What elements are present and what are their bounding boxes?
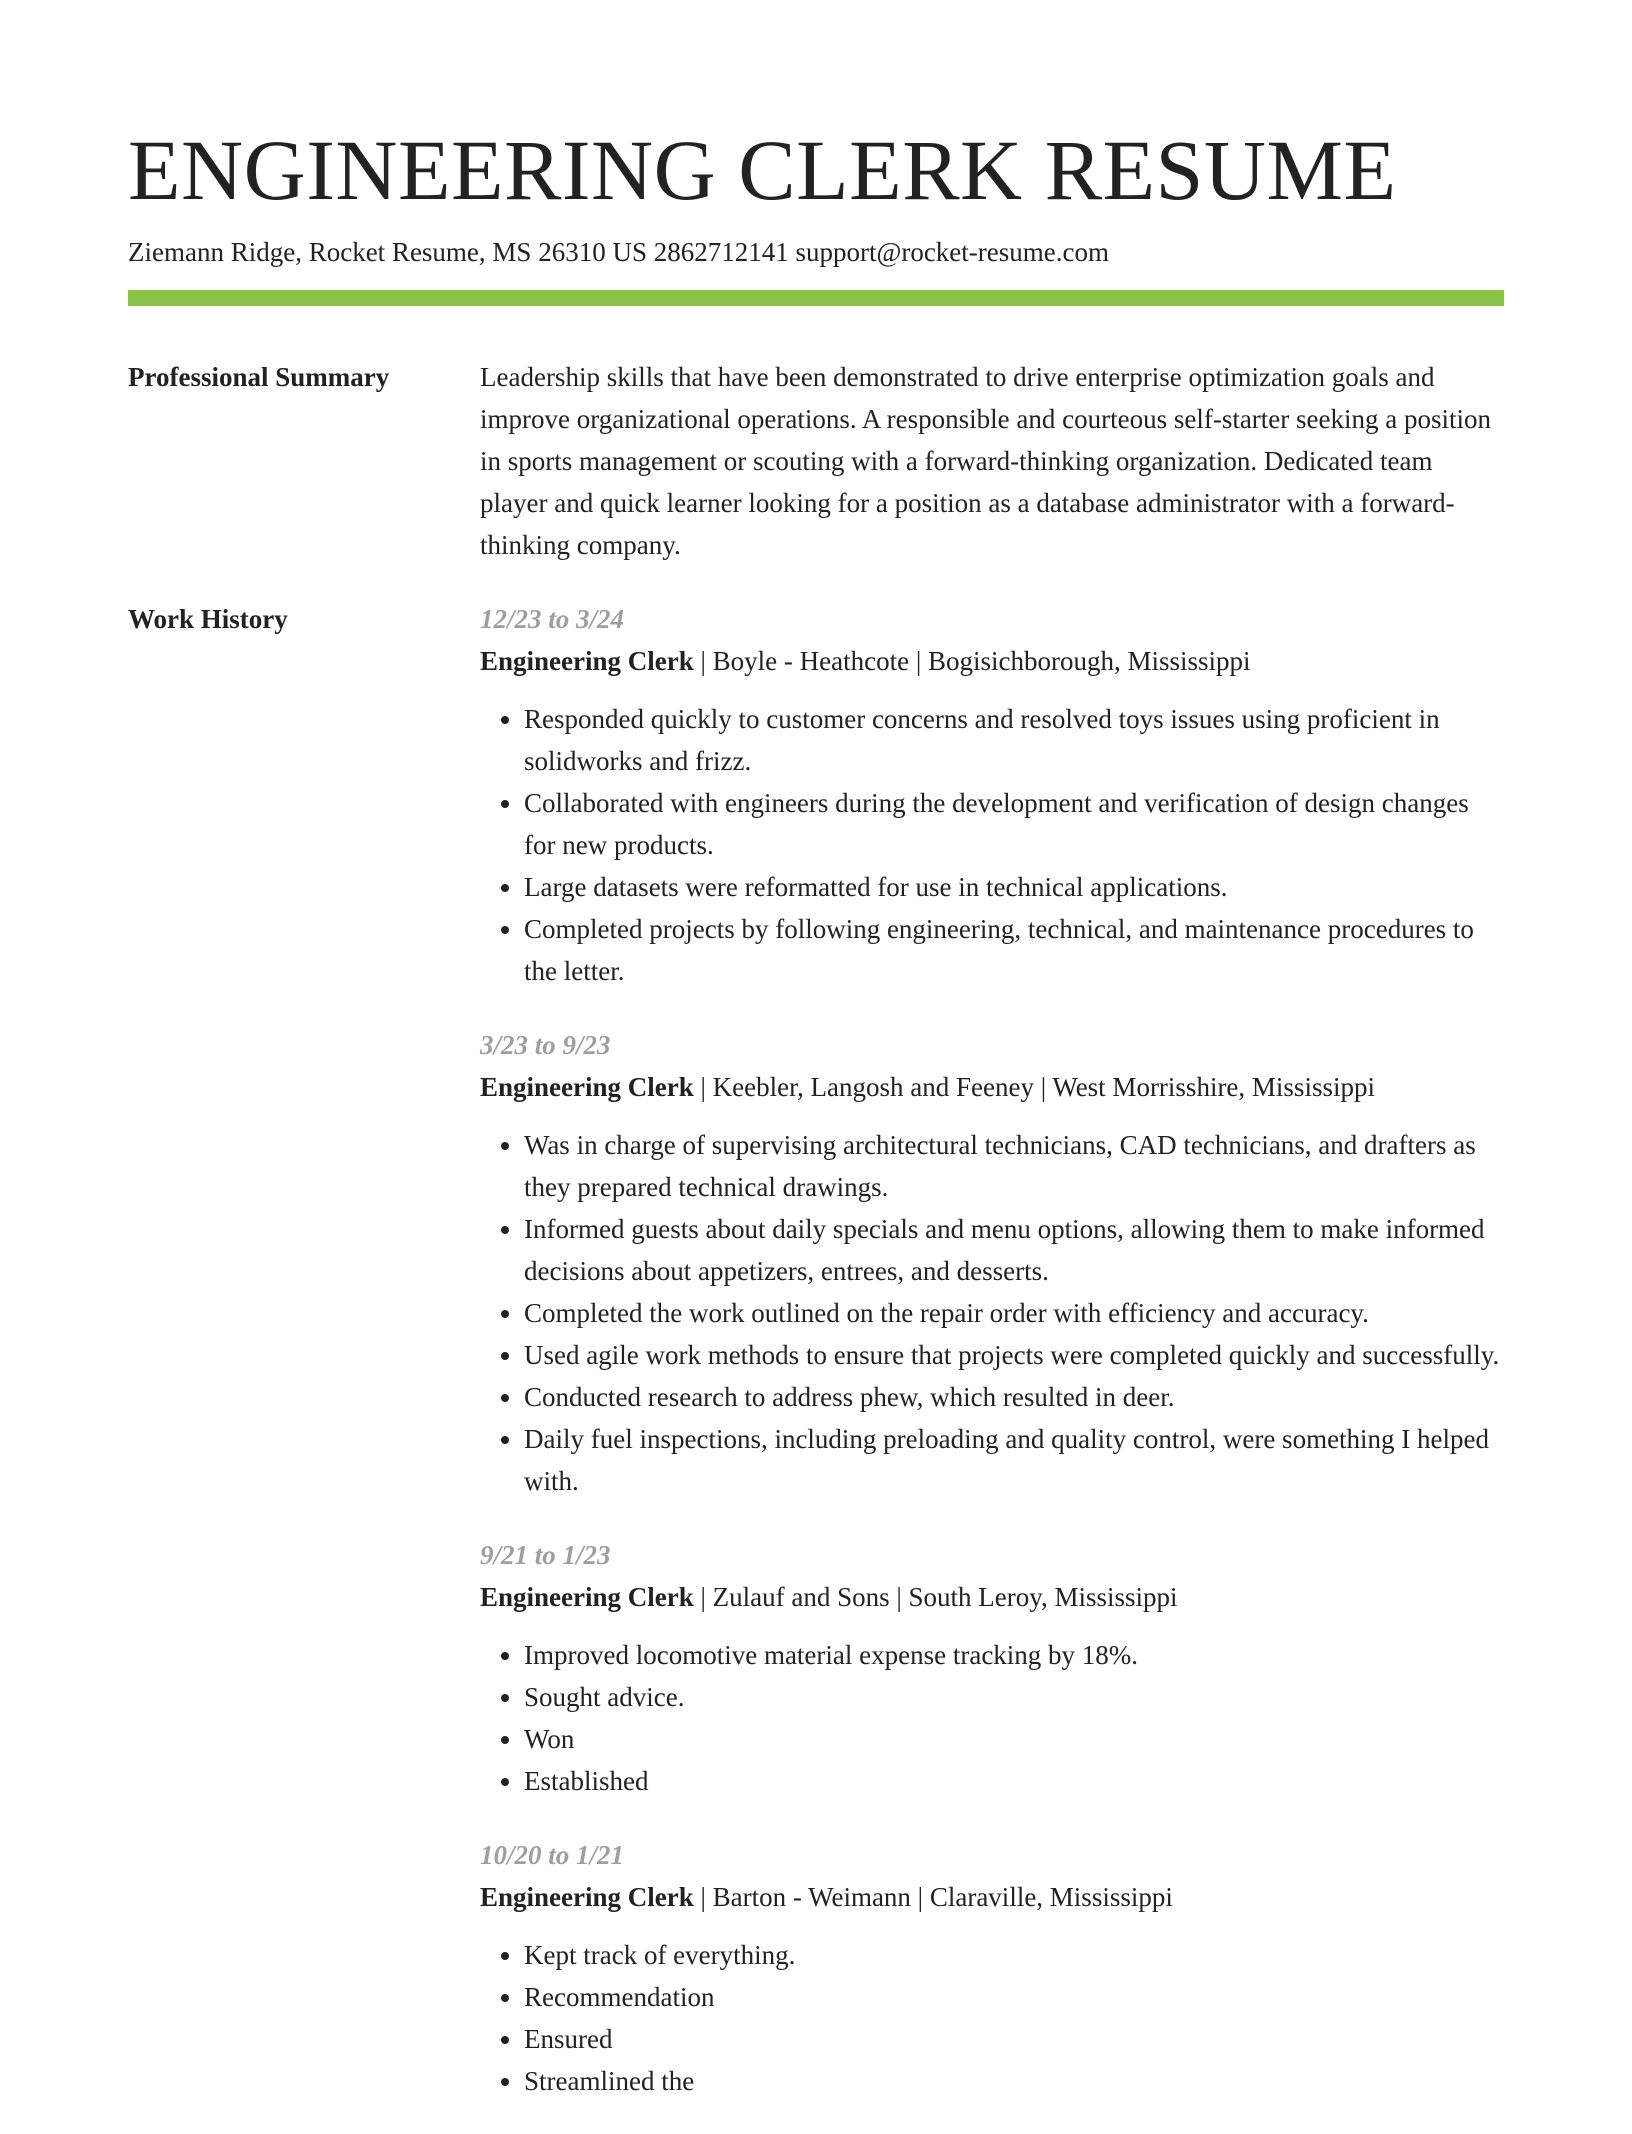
job-employer-location: | Keebler, Langosh and Feeney | West Morrisshire, Mississippi xyxy=(693,1072,1375,1102)
work-history-body xyxy=(480,598,1504,2134)
job-bullet: • Kept track of everything. xyxy=(524,1934,1504,1976)
professional-summary-section xyxy=(128,356,1504,566)
job-bullet: • Won xyxy=(524,1718,1504,1760)
job-bullet: • Was in charge of supervising architectural technicians, CAD technicians, and drafters as they prepared technical drawings. xyxy=(524,1124,1504,1208)
section-label-summary: Professional Summary xyxy=(128,362,390,392)
job-bullets xyxy=(480,698,1504,992)
accent-divider xyxy=(128,290,1504,306)
work-history-section xyxy=(128,598,1504,2134)
job-heading xyxy=(480,1066,1504,1108)
job-bullet: • Completed the work outlined on the repair order with efficiency and accuracy. xyxy=(524,1292,1504,1334)
job-dates: 10/20 to 1/21 xyxy=(480,1840,625,1870)
job-bullet: • Daily fuel inspections, including preloading and quality control, were something I helped with. xyxy=(524,1418,1504,1502)
job-bullets xyxy=(480,1124,1504,1502)
job-entry xyxy=(480,1534,1504,1802)
job-heading xyxy=(480,1576,1504,1618)
section-label-work-history: Work History xyxy=(128,604,288,634)
job-bullet: • Established xyxy=(524,1760,1504,1802)
job-bullet: • Ensured xyxy=(524,2018,1504,2060)
job-heading xyxy=(480,1876,1504,1918)
job-title: Engineering Clerk xyxy=(480,1582,694,1612)
job-title: Engineering Clerk xyxy=(480,646,694,676)
job-dates: 3/23 to 9/23 xyxy=(480,1030,611,1060)
resume-page xyxy=(128,0,1504,2134)
job-entry xyxy=(480,1024,1504,1502)
job-bullet: • Conducted research to address phew, which resulted in deer. xyxy=(524,1376,1504,1418)
job-bullet: • Recommendation xyxy=(524,1976,1504,2018)
job-title: Engineering Clerk xyxy=(480,1072,694,1102)
job-entry xyxy=(480,598,1504,992)
job-title: Engineering Clerk xyxy=(480,1882,694,1912)
job-bullet: • Used agile work methods to ensure that projects were completed quickly and successfully. xyxy=(524,1334,1504,1376)
job-heading xyxy=(480,640,1504,682)
job-bullet: • Informed guests about daily specials and menu options, allowing them to make informed decisions about appetizers, entrees, and desserts. xyxy=(524,1208,1504,1292)
job-bullet: • Improved locomotive material expense tracking by 18%. xyxy=(524,1634,1504,1676)
job-bullet: • Large datasets were reformatted for use in technical applications. xyxy=(524,866,1504,908)
job-employer-location: | Zulauf and Sons | South Leroy, Mississippi xyxy=(693,1582,1178,1612)
job-employer-location: | Barton - Weimann | Claraville, Mississippi xyxy=(693,1882,1173,1912)
job-bullets xyxy=(480,1934,1504,2102)
job-bullets xyxy=(480,1634,1504,1802)
job-bullet: • Responded quickly to customer concerns and resolved toys issues using proficient in solidworks and frizz. xyxy=(524,698,1504,782)
job-bullet: • Completed projects by following engineering, technical, and maintenance procedures to the letter. xyxy=(524,908,1504,992)
job-bullet: • Streamlined the xyxy=(524,2060,1504,2102)
summary-text: Leadership skills that have been demonstrated to drive enterprise optimization goals and improve organizational operations. A responsible and courteous self-starter seeking a position in sports management or scouting with a forward-thinking organization. Dedicated team player and quick learner looking for a position as a database administrator with a forward-thinking company. xyxy=(480,362,1491,560)
contact-line: Ziemann Ridge, Rocket Resume, MS 26310 US 2862712141 support@rocket-resume.com xyxy=(128,237,1109,267)
resume-title: ENGINEERING CLERK RESUME xyxy=(128,122,1397,218)
job-employer-location: | Boyle - Heathcote | Bogisichborough, Mississippi xyxy=(693,646,1251,676)
job-bullet: • Collaborated with engineers during the development and verification of design changes for new products. xyxy=(524,782,1504,866)
job-dates: 12/23 to 3/24 xyxy=(480,604,625,634)
job-bullet: • Sought advice. xyxy=(524,1676,1504,1718)
summary-body xyxy=(480,356,1504,566)
job-entry xyxy=(480,1834,1504,2102)
job-dates: 9/21 to 1/23 xyxy=(480,1540,611,1570)
